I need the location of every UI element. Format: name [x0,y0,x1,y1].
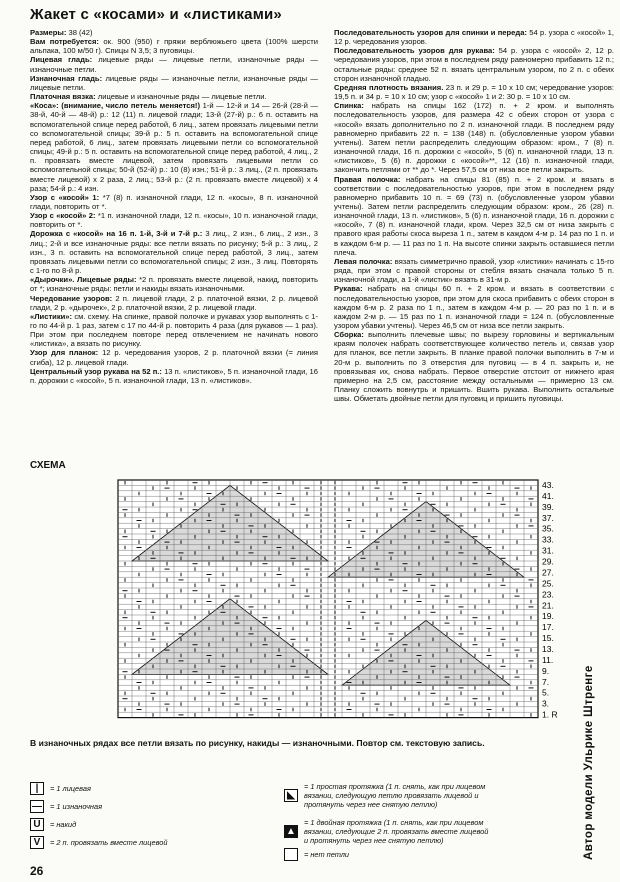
instruction-paragraph [30,229,318,275]
row-number-label: 7. [542,676,550,687]
row-number-label: 23. [542,589,554,600]
instruction-paragraph [334,83,614,101]
legend-text: = 1 простая протяжка (1 п. снять, как при лицевом вязании, следующую петлю провязать лицевой и протянуть через нее снятую петлю) [304,782,486,809]
instruction-paragraph [30,312,318,349]
knit-two-together-icon: V [30,836,44,849]
legend-text: = 1 изнаночная [50,802,103,811]
instruction-paragraph [334,257,614,284]
legend-text: = накид [50,820,77,829]
instruction-heading: Правая полочка: [334,174,401,184]
double-decrease-icon: ▲ [284,825,298,838]
instruction-text: набрать на спицы 81 (85) п. + 2 кром. и вязать в соответствии с последовательностью узоров, при этом в последнем ряду равномерно прибавить 10 п. = 69 (73) п. (обусловленные узором убавки учтены). Затем петли распределить следующим образом: кром., 26 (28) п. изнаночной глади, 13 п. «листиков», 5 (6) п. изнаночной глади, 16 п. дорожки с «косой», 7 (8) п. изнаночной глади, кром. Через 32,5 см от низа закрыть с правого края работы скоса выреза 1 п., затем в каждом 4-м р. 14 раз по 1 п. и в каждом 6-м р. — 11 раз по 1 п. На высоте спинки закрыть оставшиеся петли плеча. [334,174,614,257]
instruction-heading: Узор для планок: [30,348,99,358]
instruction-paragraph [30,92,318,101]
instruction-heading: Средняя плотность вязания. [334,82,444,92]
instruction-text: 1-й — 12-й и 14 — 26-й (28-й — 38-й, 40-й — 48-й) р.: 12 (11) п. лицевой глади; 13-й (27-й) р.: 6 п. оставить на вспомогательной спице перед работой, 6 лиц., затем провязать лицевыми петли со вспомогательной спицы; 39-й р.: 5 п. оставить на вспомогательной спице перед работой, 6 лиц., затем провязать лицевыми петли со вспомогательной спицы; 49-й р.: 5 п. оставить на вспомогательной спице перед работой, 4 лиц., 2 п. провязать вместе лицевой, затем провязать лицевыми петли со вспомогательной спицы; 50-й (52-й) р.: 10 (8) изн.; 51-й р.: 3 лиц., (2 п. провязать вместе лицевой) x 2 раза, 2 лиц.; 53-й р.: (2 п. провязать вместе лицевой) x 4 раза; 54-й р.: 4 изн. [30,101,318,193]
instruction-heading: Изнаночная гладь: [30,73,103,83]
row-number-label: 27. [542,567,554,578]
instruction-paragraph [30,211,318,229]
instruction-paragraph [334,46,614,83]
knit-stitch-icon: | [30,782,44,795]
instruction-paragraph [30,348,318,366]
instruction-paragraph [334,284,614,330]
instruction-text: *2 п. провязать вместе лицевой, накид, повторить от *; изнаночные ряды: петли и накиды вязать изнаночными. [30,275,318,294]
left-text-column [30,28,318,385]
instruction-heading: «Листики»: [30,311,73,321]
legend-item [30,782,240,795]
instruction-paragraph [30,55,318,73]
row-number-label: 19. [542,611,554,622]
row-number-label: 37. [542,512,554,523]
legend-text: = нет петли [304,850,350,859]
knitting-chart [38,474,558,736]
instruction-text: 54 р. узора с «косой» 2, 12 р. чередования узоров, при этом в последнем ряду равномерно прибавить 12 п.; остальные ряды: среднее 52 п. вязать центральным узором, по 2 п. с обеих сторон изнаночной гладью. [334,46,615,83]
row-number-label: 41. [542,490,554,501]
instruction-heading: Платочная вязка: [30,92,96,102]
instruction-heading: Лицевая гладь: [30,55,93,65]
legend-item [284,782,494,809]
instruction-text: 3 лиц., 2 изн., 6 лиц., 2 изн., 3 лиц.; 2-й и все изнаночные ряды: все петли вязать по рисунку; 5-й р.: 3 лиц., 2 изн., 3 п. оставить на вспомогательной спице перед работой, 3 лиц., затем провязать лицевыми петли со вспомогательной спицы; 2 изн., 3 лиц. Повторять с 1-го по 8-й р. [30,229,318,276]
instruction-text: 54 р. узора с «косой» 1, 12 р. чередования узоров. [334,28,615,47]
instruction-heading: Узор с «косой» 1: [30,192,100,202]
row-number-label: 17. [542,622,554,633]
instruction-heading: Дорожка с «косой» на 16 п. 1-й, 3-й и 7-й р.: [30,229,203,239]
instruction-paragraph [334,175,614,257]
instruction-text: лицевые ряды — лицевые петли, изнаночные ряды — изнаночные петли. [30,55,318,74]
purl-stitch-icon: — [32,801,42,812]
instruction-text: набрать на спицы 162 (172) п. + 2 кром. и выполнять последовательность узоров, для размера 42 с обеих сторон от узора с «косой» вязать дополнительно по 2 п. изнаночной глади. В последнем ряду равномерно прибавить 22 п. = 138 (148) п. (обусловленные узором убавки учтены). Затем петли распределить следующим образом: кром., 7 (8) п. изнаночной глади, 16 п. дорожки с «косой», 5 (6) п. изнаночной глади, 13 п. «листиков», 5 (6) п. дорожки с «косой»**, 12 (16) п. изнаночной глади, закончить петлями от ** до *. Через 57,5 см от низа все петли закрыть. [334,101,614,175]
row-number-label: 21. [542,600,554,611]
instruction-text: 23 п. и 29 р. = 10 x 10 см; чередование узоров: 19,5 п. и 34 р. = 10 x 10 см; узор с «косой» 1 и 2: 30 р. = 10 x 10 см. [334,82,614,102]
row-number-label: 5. [542,687,550,698]
row-number-label: 31. [542,545,554,556]
yarn-over-icon: U [30,818,44,831]
instruction-heading: Вам потребуется: [30,37,99,47]
instruction-paragraph [30,193,318,211]
instruction-paragraph [30,74,318,92]
chart-note: В изнаночных рядах все петли вязать по рисунку, накиды — изнаночными. Повтор см. текстовую запись. [30,738,485,748]
legend-item [30,800,240,813]
row-number-label: 29. [542,556,554,567]
instruction-heading: Сборка: [334,330,364,340]
row-number-label: 9. [542,665,550,676]
instruction-heading: Последовательность узоров для спинки и переда: [334,28,527,37]
row-number-label: 43. [542,480,554,490]
row-number-label: 11. [542,654,554,665]
instruction-text: лицевые и изнаночные ряды — лицевые петли. [95,92,267,102]
instruction-heading: Чередование узоров: [30,293,113,303]
instruction-heading: Спинка: [334,101,364,111]
instruction-paragraph [30,367,318,385]
instruction-heading: Рукава: [334,284,363,294]
instruction-paragraph [334,101,614,174]
instruction-text: выполнить плечевые швы; по вырезу горловины и вертикальным краям полочек набрать соответствующее количество петель и, связав узор для планок, все петли закрыть. В планке правой полочки выполнить в 7-м и 20-м р. выполнить по 3 отверстия для пуговиц — в 4 п. закрыть и, не провязывая их, снова набрать. Первое отверстие отстоит от нижнего края примерно на 2,5 см, расстояние между остальными — примерно 13 см. Планку сложить вовнутрь и пришить. Вшить рукава. Выполнить остальные швы. Обметать двойные петли для пуговиц и пришить пуговицы. [334,330,614,404]
instruction-text: вязать симметрично правой, узор «листики» начинать с 15-го ряда, при этом с правой стороны от стебля вязать сначала только 5 п. изнаночной глади, а 1-й «листик» вязать в 31-м р. [334,256,614,285]
designer-credit: Автор модели Ульрике Штренге [583,665,595,860]
row-number-label: 13. [542,644,554,654]
legend-item [30,818,240,831]
instruction-paragraph [30,294,318,312]
instruction-heading: Последовательность узоров для рукава: [334,46,495,56]
scheme-title: СХЕМА [30,460,66,471]
row-number-label: 35. [542,523,554,534]
instruction-heading: Узор с «косой» 2: [30,211,96,221]
row-number-label: 3. [542,698,550,709]
instruction-text: лицевые ряды — изнаночные петли, изнаночные ряды — лицевые петли. [30,73,318,92]
instruction-text: см. схему. На спинке, правой полочке и рукавах узор выполнять с 1-го по 44-й р. 1 раз, затем с 17 по 44-й р. повторить 4 раза (для рукавов — 1 раз). При этом при последнем повторе перед отвлечением не начинать нового «листика», а вязать по рисунку. [30,311,318,349]
no-stitch-icon [284,848,298,861]
row-number-label: 15. [542,633,554,644]
row-number-label: 1. R [542,709,558,720]
instruction-text: 38 (42) [66,28,93,37]
instruction-text: 2 п. лицевой глади, 2 р. платочной вязки, 2 р. лицевой глади, 2 р. «дырочек», 2 р. платочной вязки, 2 р. лицевой глади. [30,293,318,312]
instruction-paragraph [30,28,318,37]
instruction-heading: Центральный узор рукава на 52 п.: [30,366,162,376]
instruction-heading: Размеры: [30,28,67,37]
legend-item [284,818,494,845]
instruction-heading: «Коса»: (внимание, число петель меняется!) [30,101,200,111]
instruction-text: *1 п. изнаночной глади, 12 п. «косы», 10 п. изнаночной глади, повторить от *. [30,211,318,230]
legend-text: = 1 лицевая [50,784,91,793]
page-number: 26 [30,864,44,878]
legend-text: = 1 двойная протяжка (1 п. снять, как при лицевом вязании, следующие 2 п. провязать вместе лицевой и протянуть через нее снятую петлю) [304,818,489,845]
row-number-label: 25. [542,578,554,589]
right-text-column [334,28,614,403]
simple-decrease-icon: ◣ [284,789,298,802]
legend-text: = 2 п. провязать вместе лицевой [50,838,168,847]
instruction-text: 13 п. «листиков», 5 п. изнаночной глади, 16 п. дорожки с «косой», 5 п. изнаночной глади, 13 п. «листиков». [30,366,318,385]
instruction-text: ок. 900 (950) г пряжи верблюжьего цвета (100% шерсти альпака, 100 м/50 г). Спицы N 3,5; 3 пуговицы. [30,37,319,56]
instruction-paragraph [334,330,614,403]
instruction-heading: Левая полочка: [334,256,393,266]
row-number-label: 39. [542,501,554,512]
page-title: Жакет с «косами» и «листиками» [30,6,282,23]
instruction-paragraph [30,101,318,193]
instruction-paragraph [30,37,318,55]
instruction-text: 12 р. чередования узоров, 2 р. платочной вязки (= линия сгиба), 12 р. лицевой глади. [30,348,318,367]
instruction-text: *7 (8) п. изнаночной глади, 12 п. «косы», 8 п. изнаночной глади, повторить от *. [30,192,318,211]
instruction-heading: «Дырочки». Лицевые ряды: [30,275,137,285]
instruction-paragraph [30,275,318,293]
row-number-label: 33. [542,534,554,545]
instruction-text: набрать на спицы 60 п. + 2 кром. и вязать в соответствии с последовательностью узоров, при этом для скоса прибавить с обеих сторон в каждом 6-м р. 2 раза по 1 п., затем в каждом 4-м р. — 20 раз по 1 п. и в каждом 2-м р. — 15 раз по 1 п. изнаночной глади = 124 п. (обусловленные узором убавки учтены). Через 46,5 см от низа все петли закрыть. [334,284,614,330]
legend-item [284,848,494,861]
legend-item [30,836,240,849]
instruction-paragraph [334,28,614,46]
